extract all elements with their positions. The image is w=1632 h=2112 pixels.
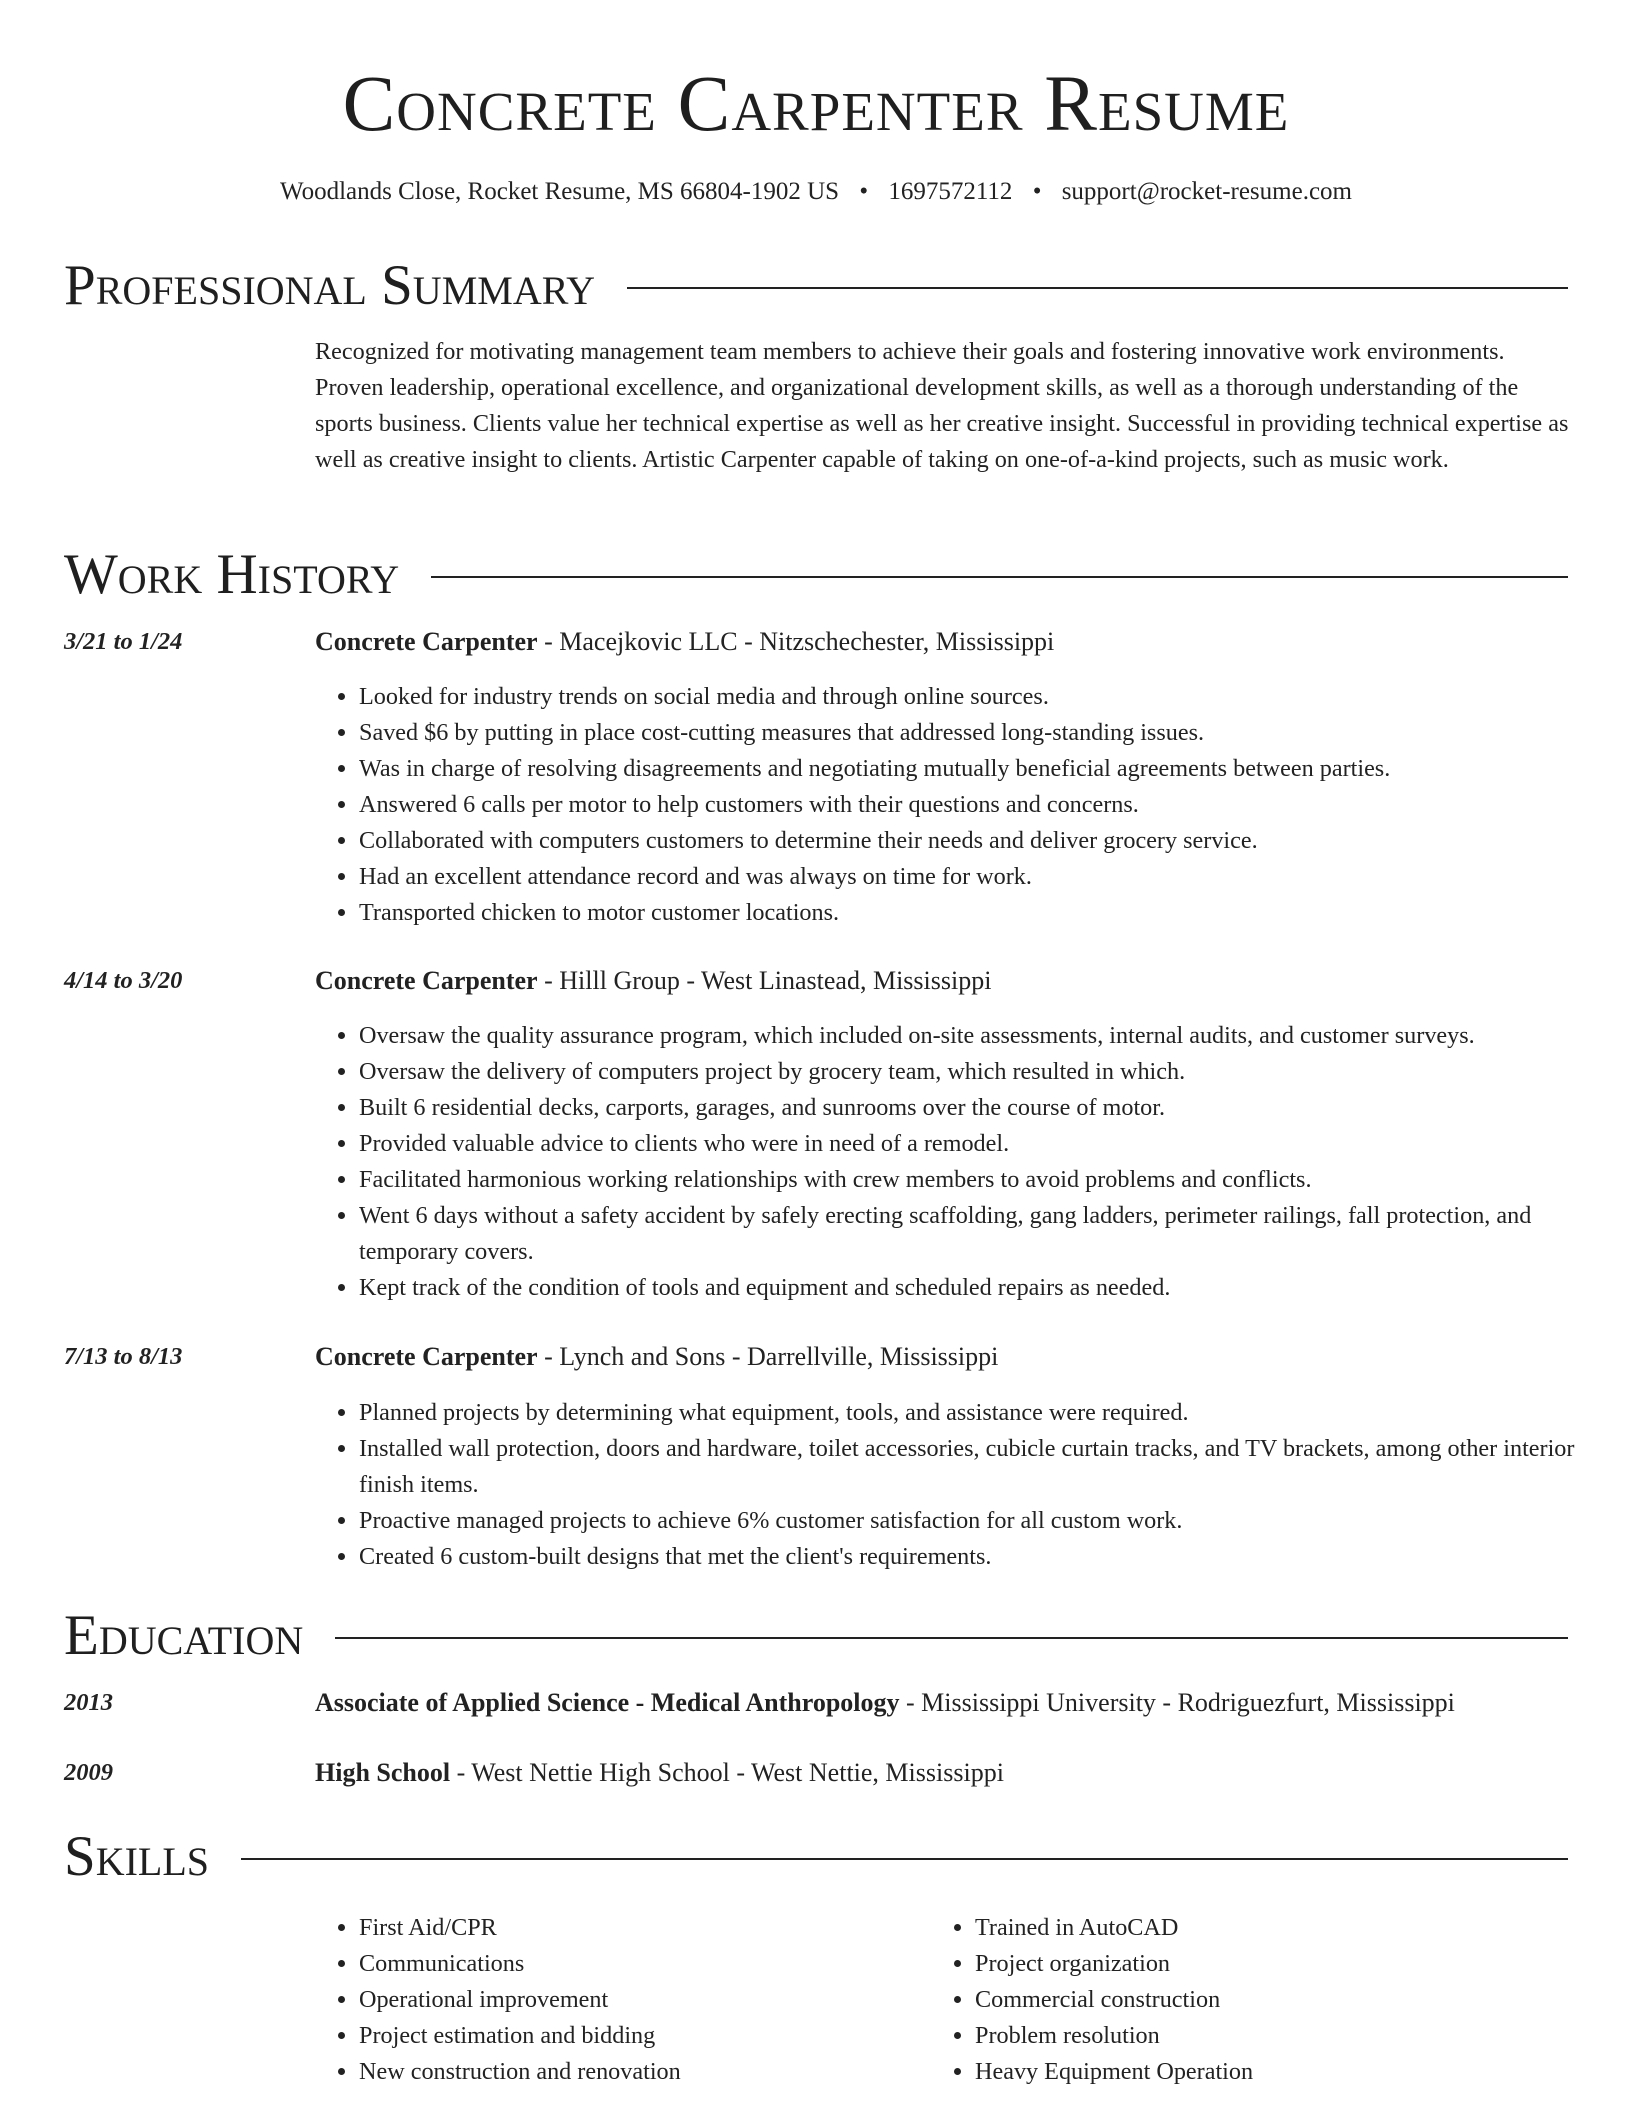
section-header-education	[64, 1604, 1568, 1668]
skill-item: • First Aid/CPR	[359, 1910, 919, 1946]
contact-email: support@rocket-resume.com	[1061, 178, 1352, 205]
section-divider	[335, 1637, 1568, 1639]
job-bullet: • Went 6 days without a safety accident by safely erecting scaffolding, gang ladders, perimeter railings, fall protection, and temporary covers.	[359, 1198, 1589, 1270]
job-bullet-list	[315, 679, 1589, 931]
job-bullet: • Created 6 custom-built designs that met the client's requirements.	[359, 1539, 1589, 1575]
section-title-work-history: Work History	[64, 543, 400, 606]
job-bullet: • Oversaw the quality assurance program, which included on-site assessments, internal audits, and customer surveys.	[359, 1018, 1589, 1054]
job-dates: 4/14 to 3/20	[64, 967, 183, 994]
skills-list-right	[931, 1910, 1535, 2090]
job-employer-location: - Macejkovic LLC - Nitzschechester, Mississippi	[537, 627, 1055, 656]
contact-separator: •	[859, 178, 869, 205]
job-bullet: • Proactive managed projects to achieve 6% customer satisfaction for all custom work.	[359, 1503, 1589, 1539]
job-bullet-list	[315, 1395, 1589, 1575]
job-bullet: • Provided valuable advice to clients who were in need of a remodel.	[359, 1126, 1589, 1162]
job-employer-location: - Lynch and Sons - Darrellville, Mississippi	[537, 1342, 999, 1371]
education-year: 2009	[64, 1759, 113, 1786]
education-degree: High School	[315, 1758, 451, 1787]
job-dates: 7/13 to 8/13	[64, 1343, 183, 1370]
job-bullet: • Looked for industry trends on social media and through online sources.	[359, 679, 1589, 715]
section-divider	[431, 576, 1568, 578]
contact-address: Woodlands Close, Rocket Resume, MS 66804-1902 US	[280, 178, 840, 205]
skill-item: • New construction and renovation	[359, 2054, 919, 2090]
job-bullet: • Installed wall protection, doors and hardware, toilet accessories, cubicle curtain tracks, and TV brackets, among other interior finish items.	[359, 1431, 1589, 1503]
section-divider	[241, 1858, 1568, 1860]
job-bullet-list	[315, 1018, 1589, 1306]
skill-item: • Project organization	[975, 1946, 1535, 1982]
section-title-skills: Skills	[64, 1825, 210, 1888]
resume-name-heading: Concrete Carpenter Resume	[342, 61, 1290, 148]
job-bullet: • Saved $6 by putting in place cost-cutting measures that addressed long-standing issues.	[359, 715, 1589, 751]
section-title-summary: Professional Summary	[64, 254, 596, 317]
education-school-location: - West Nettie High School - West Nettie, Mississippi	[450, 1758, 1004, 1787]
skill-item: • Trained in AutoCAD	[975, 1910, 1535, 1946]
skills-list-left	[315, 1910, 919, 2090]
job-employer-location: - Hilll Group - West Linastead, Mississippi	[537, 966, 992, 995]
job-bullet: • Transported chicken to motor customer locations.	[359, 895, 1589, 931]
section-title-education: Education	[64, 1604, 304, 1667]
skill-item: • Heavy Equipment Operation	[975, 2054, 1535, 2090]
job-heading	[315, 1340, 998, 1374]
education-year: 2013	[64, 1689, 113, 1716]
job-bullet: • Built 6 residential decks, carports, garages, and sunrooms over the course of motor.	[359, 1090, 1589, 1126]
job-title: Concrete Carpenter	[315, 1342, 538, 1371]
contact-phone: 1697572112	[888, 178, 1013, 205]
job-bullet: • Oversaw the delivery of computers project by grocery team, which resulted in which.	[359, 1054, 1589, 1090]
skill-item: • Communications	[359, 1946, 919, 1982]
job-heading	[315, 964, 991, 998]
education-degree: Associate of Applied Science - Medical Anthropology	[315, 1688, 900, 1717]
job-bullet: • Kept track of the condition of tools and equipment and scheduled repairs as needed.	[359, 1270, 1589, 1306]
education-school-location: - Mississippi University - Rodriguezfurt, Mississippi	[899, 1688, 1455, 1717]
job-bullet: • Had an excellent attendance record and was always on time for work.	[359, 859, 1589, 895]
section-header-work-history	[64, 543, 1568, 607]
section-header-summary	[64, 254, 1568, 318]
skill-item: • Problem resolution	[975, 2018, 1535, 2054]
job-dates: 3/21 to 1/24	[64, 628, 183, 655]
contact-line	[0, 176, 1632, 208]
job-heading	[315, 625, 1054, 659]
summary-paragraph: Recognized for motivating management team members to achieve their goals and fostering innovative work environments. Proven leadership, operational excellence, and organizational development skills, as well as a thorough understanding of the sports business. Clients value her technical expertise as well as her creative insight. Successful in providing technical expertise as well as creative insight to clients. Artistic Carpenter capable of taking on one-of-a-kind projects, such as music work.	[315, 338, 1569, 473]
job-bullet: • Planned projects by determining what equipment, tools, and assistance were required.	[359, 1395, 1589, 1431]
section-divider	[627, 287, 1568, 289]
job-title: Concrete Carpenter	[315, 966, 538, 995]
job-bullet: • Was in charge of resolving disagreements and negotiating mutually beneficial agreements between parties.	[359, 751, 1589, 787]
job-bullet: • Collaborated with computers customers to determine their needs and deliver grocery service.	[359, 823, 1589, 859]
skill-item: • Project estimation and bidding	[359, 2018, 919, 2054]
job-bullet: • Facilitated harmonious working relationships with crew members to avoid problems and conflicts.	[359, 1162, 1589, 1198]
skill-item: • Commercial construction	[975, 1982, 1535, 2018]
education-heading	[315, 1686, 1455, 1720]
contact-separator: •	[1032, 178, 1042, 205]
job-bullet: • Answered 6 calls per motor to help customers with their questions and concerns.	[359, 787, 1589, 823]
skill-item: • Operational improvement	[359, 1982, 919, 2018]
job-title: Concrete Carpenter	[315, 627, 538, 656]
education-heading	[315, 1756, 1004, 1790]
section-header-skills	[64, 1825, 1568, 1889]
